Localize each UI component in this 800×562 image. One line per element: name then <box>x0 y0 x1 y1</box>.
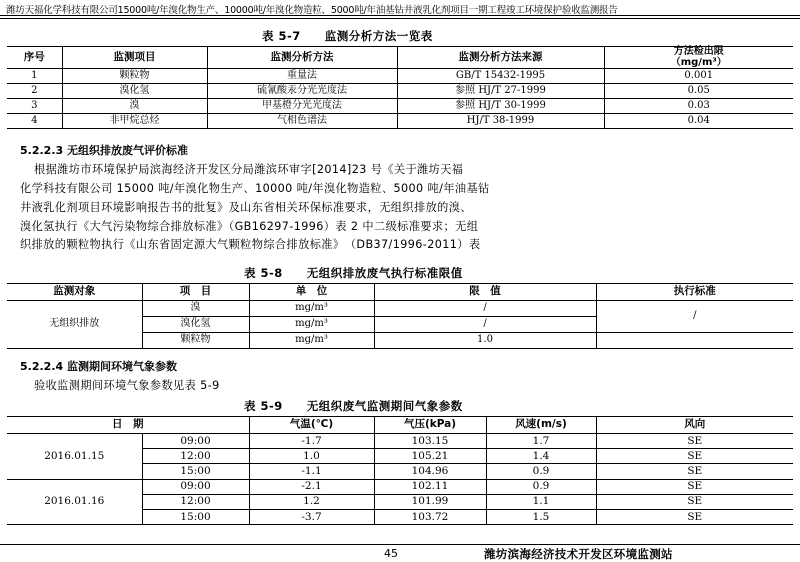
cell: 09:00 <box>142 434 249 449</box>
cell: 4 <box>7 114 62 129</box>
cell: SE <box>596 509 793 524</box>
cell: 1.1 <box>486 494 596 509</box>
col-header: 监测对象 <box>7 284 142 301</box>
cell: 颗粒物 <box>62 69 207 84</box>
date-cell: 2016.01.16 <box>7 479 142 525</box>
cell: mg/m³ <box>249 317 374 333</box>
col-header: 单 位 <box>249 284 374 301</box>
cell: SE <box>596 449 793 464</box>
cell: HJ/T 38-1999 <box>397 114 604 129</box>
standard-cell: / <box>596 301 793 333</box>
cell: 甲基橙分光光度法 <box>207 99 397 114</box>
cell: SE <box>596 494 793 509</box>
table-5-9-caption: 表 5-9 无组织废气监测期间气象参数 <box>244 399 463 413</box>
col-header: 气压(kPa) <box>374 417 486 434</box>
cell: -1.1 <box>249 464 374 479</box>
table-5-8 <box>7 283 793 349</box>
cell: 非甲烷总烃 <box>62 114 207 129</box>
cell: 15:00 <box>142 509 249 524</box>
cell <box>596 333 793 349</box>
cell: 硫氰酸汞分光光度法 <box>207 84 397 99</box>
col-header-unit: （mg/m³） <box>670 56 727 68</box>
paragraph-line: 根据潍坊市环境保护局滨海经济开发区分局潍滨环审字[2014]23 号《关于潍坊天福 <box>34 163 464 176</box>
cell: 3 <box>7 99 62 114</box>
col-header: 风速(m/s) <box>486 417 596 434</box>
col-header: 风向 <box>596 417 793 434</box>
cell: / <box>374 301 596 317</box>
cell: 0.03 <box>604 99 793 114</box>
page-header: 潍坊天福化学科技有限公司15000吨/年溴化物生产、10000吨/年溴化物造粒、5000吨/年油基钻井液乳化剂项目一期工程竣工环境保护验收监测报告 <box>6 5 618 16</box>
cell: -3.7 <box>249 509 374 524</box>
paragraph-line: 验收监测期间环境气象参数见表 5-9 <box>34 379 220 392</box>
paragraph-line: 溴化氢执行《大气污染物综合排放标准》（GB16297-1996）表 2 中二级标准要求；无组 <box>20 220 479 233</box>
cell: 1 <box>7 69 62 84</box>
table-5-8-caption: 表 5-8 无组织排放废气执行标准限值 <box>244 266 463 280</box>
col-header-line: 方法检出限 <box>673 46 724 57</box>
table-row <box>7 301 793 317</box>
table-row <box>7 434 793 449</box>
paragraph-line: 织排放的颗粒物执行《山东省固定源大气颗粒物综合排放标准》 （DB37/1996-2011）表 <box>20 238 481 251</box>
cell: SE <box>596 479 793 494</box>
cell: 参照 HJ/T 30-1999 <box>397 99 604 114</box>
col-header: 监测分析方法 <box>207 47 397 69</box>
cell: mg/m³ <box>249 333 374 349</box>
cell: 溴 <box>142 301 249 317</box>
header-rule-thin <box>0 18 800 19</box>
col-header: 监测项目 <box>62 47 207 69</box>
cell: 104.96 <box>374 464 486 479</box>
cell: 0.04 <box>604 114 793 129</box>
cell: 0.9 <box>486 464 596 479</box>
section-title-5-2-2-3: 5.2.2.3 无组织排放废气评价标准 <box>20 144 188 157</box>
col-header: 日 期 <box>7 417 249 434</box>
cell: 1.4 <box>486 449 596 464</box>
cell: 1.0 <box>249 449 374 464</box>
group-cell: 无组织排放 <box>7 301 142 349</box>
cell: 1.0 <box>374 333 596 349</box>
col-header: 监测分析方法来源 <box>397 47 604 69</box>
paragraph-line: 井液乳化剂项目环境影响报告书的批复》及山东省相关环保标准要求，无组织排放的溴、 <box>20 201 472 214</box>
cell: 2 <box>7 84 62 99</box>
table-row <box>7 114 793 129</box>
cell: 0.05 <box>604 84 793 99</box>
cell: 103.15 <box>374 434 486 449</box>
cell: 溴化氢 <box>62 84 207 99</box>
header-rule <box>0 15 800 16</box>
table-row <box>7 99 793 114</box>
table-5-7-caption: 表 5-7 监测分析方法一览表 <box>262 29 433 43</box>
table-row <box>7 69 793 84</box>
cell: 103.72 <box>374 509 486 524</box>
cell: SE <box>596 464 793 479</box>
table-row <box>7 84 793 99</box>
paragraph-line: 化学科技有限公司 15000 吨/年溴化物生产、10000 吨/年溴化物造粒、5000 吨/年油基钻 <box>20 182 490 195</box>
cell: 重量法 <box>207 69 397 84</box>
col-header: 执行标准 <box>596 284 793 301</box>
cell: 12:00 <box>142 449 249 464</box>
cell: 溴 <box>62 99 207 114</box>
table-5-9 <box>7 416 793 525</box>
cell: 12:00 <box>142 494 249 509</box>
cell: 101.99 <box>374 494 486 509</box>
cell: 15:00 <box>142 464 249 479</box>
cell: 颗粒物 <box>142 333 249 349</box>
col-header: 项 目 <box>142 284 249 301</box>
footer-organization: 潍坊滨海经济技术开发区环境监测站 <box>484 547 673 561</box>
cell: SE <box>596 434 793 449</box>
date-cell: 2016.01.15 <box>7 434 142 480</box>
cell: 溴化氢 <box>142 317 249 333</box>
col-header: 序号 <box>7 47 62 69</box>
col-header: 限 值 <box>374 284 596 301</box>
cell: 1.2 <box>249 494 374 509</box>
cell: mg/m³ <box>249 301 374 317</box>
footer-rule <box>0 544 800 545</box>
cell: 1.7 <box>486 434 596 449</box>
cell: / <box>374 317 596 333</box>
cell: -2.1 <box>249 479 374 494</box>
cell: 1.5 <box>486 509 596 524</box>
col-header <box>604 47 793 69</box>
table-5-7 <box>7 46 793 129</box>
table-row <box>7 479 793 494</box>
col-header: 气温(℃) <box>249 417 374 434</box>
cell: 0.9 <box>486 479 596 494</box>
cell: 102.11 <box>374 479 486 494</box>
cell: 105.21 <box>374 449 486 464</box>
cell: -1.7 <box>249 434 374 449</box>
cell: 气相色谱法 <box>207 114 397 129</box>
cell: 参照 HJ/T 27-1999 <box>397 84 604 99</box>
cell: 0.001 <box>604 69 793 84</box>
cell: GB/T 15432-1995 <box>397 69 604 84</box>
page-number: 45 <box>384 547 398 560</box>
cell: 09:00 <box>142 479 249 494</box>
section-title-5-2-2-4: 5.2.2.4 监测期间环境气象参数 <box>20 360 177 373</box>
